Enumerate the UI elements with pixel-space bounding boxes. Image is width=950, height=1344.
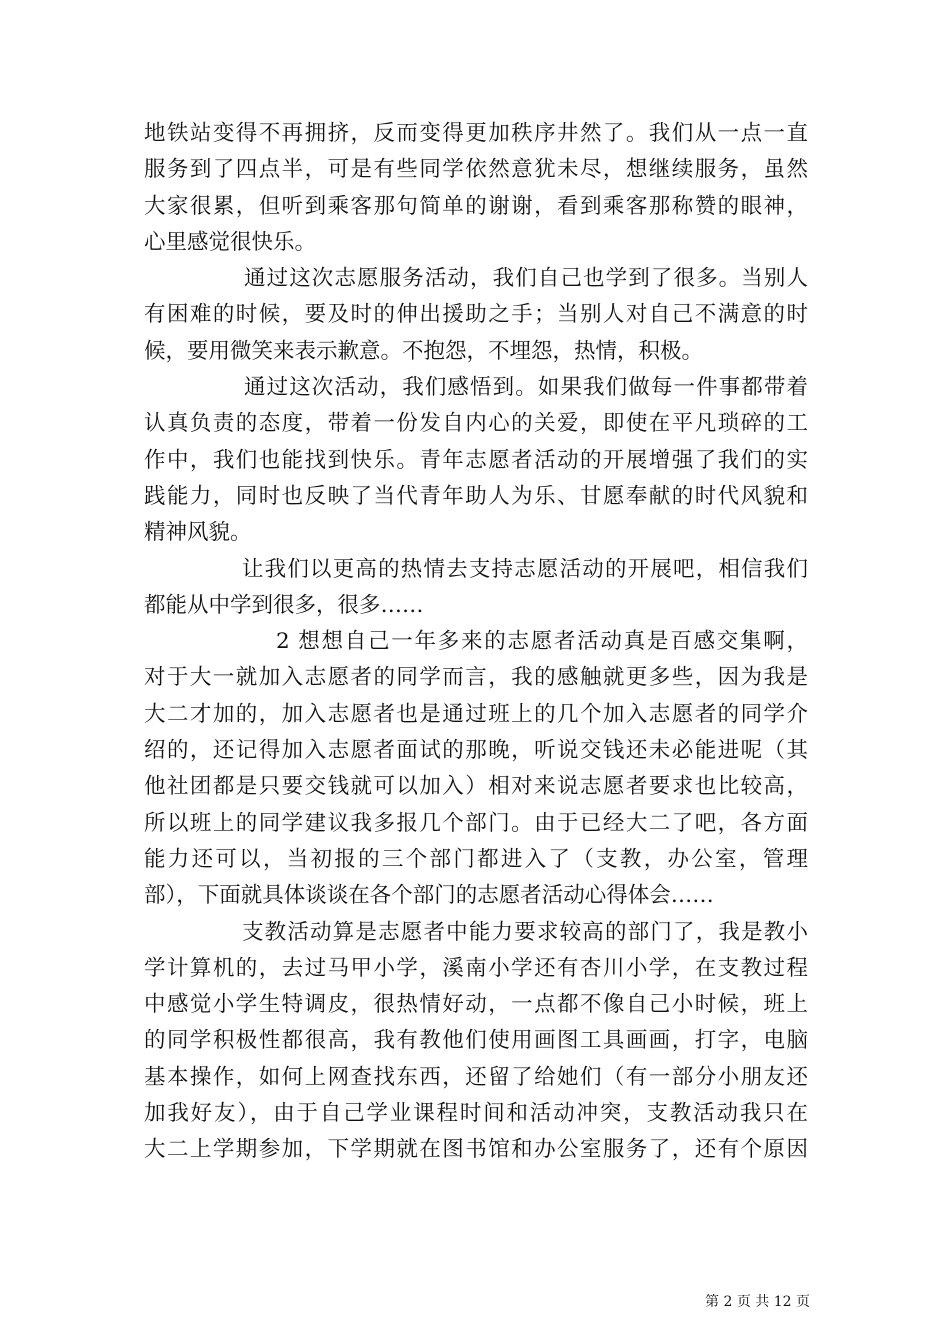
text-line: 大家很累，但听到乘客那句简单的谢谢，看到乘客那称赞的眼神， [144,193,808,219]
text-line: 大二才加的，加入志愿者也是通过班上的几个加入志愿者的同学介 [144,701,808,727]
text-line: 有困难的时候，要及时的伸出援助之手；当别人对自己不满意的时 [144,302,808,328]
text-line: 中感觉小学生特调皮，很热情好动，一点都不像自己小时候，班上 [144,992,808,1018]
text-line: 作中，我们也能找到快乐。青年志愿者活动的开展增强了我们的实 [144,447,808,473]
text-line: 加我好友），由于自己学业课程时间和活动冲突，支教活动我只在 [144,1101,808,1127]
page-number-label: 第 2 页 共 12 页 [705,1294,810,1310]
body-text [144,116,808,1169]
text-line: 大二上学期参加，下学期就在图书馆和办公室服务了，还有个原因 [144,1137,808,1163]
text-line: 都能从中学到很多，很多…… [144,592,424,618]
text-line: 让我们以更高的热情去支持志愿活动的开展吧，相信我们 [242,556,808,582]
text-line: 对于大一就加入志愿者的同学而言，我的感触就更多些，因为我是 [144,665,808,691]
text-line: 基本操作，如何上网查找东西，还留了给她们（有一部分小朋友还 [144,1064,808,1090]
text-line: 绍的，还记得加入志愿者面试的那晚，听说交钱还未必能进呢（其 [144,738,808,764]
text-line: 2 想想自己一年多来的志愿者活动真是百感交集啊， [276,629,808,655]
page-number [700,1291,810,1311]
text-line: 通过这次活动，我们感悟到。如果我们做每一件事都带着 [244,375,808,401]
text-line: 学计算机的，去过马甲小学，溪南小学还有杏川小学，在支教过程 [144,955,808,981]
text-line: 部），下面就具体谈谈在各个部门的志愿者活动心得体会…… [144,883,714,909]
text-line: 服务到了四点半，可是有些同学依然意犹未尽，想继续服务，虽然 [144,157,808,183]
text-line: 精神风貌。 [144,520,252,546]
text-line: 他社团都是只要交钱就可以加入）相对来说志愿者要求也比较高， [144,774,808,800]
text-line: 的同学积极性都很高，我有教他们使用画图工具画画，打字，电脑 [144,1028,808,1054]
text-line: 通过这次志愿服务活动，我们自己也学到了很多。当别人 [244,266,808,292]
text-line: 支教活动算是志愿者中能力要求较高的部门了，我是教小 [242,919,808,945]
text-line: 认真负责的态度，带着一份发自内心的关爱，即使在平凡琐碎的工 [144,411,808,437]
text-line: 地铁站变得不再拥挤，反而变得更加秩序井然了。我们从一点一直 [144,121,808,146]
text-line: 践能力，同时也反映了当代青年助人为乐、甘愿奉献的时代风貌和 [144,483,808,509]
text-line: 能力还可以，当初报的三个部门都进入了（支教，办公室，管理 [144,846,808,872]
text-line: 候，要用微笑来表示歉意。不抱怨，不埋怨，热情，积极。 [144,338,704,364]
text-line: 心里感觉很快乐。 [144,229,317,255]
text-line: 所以班上的同学建议我多报几个部门。由于已经大二了吧，各方面 [144,810,808,836]
